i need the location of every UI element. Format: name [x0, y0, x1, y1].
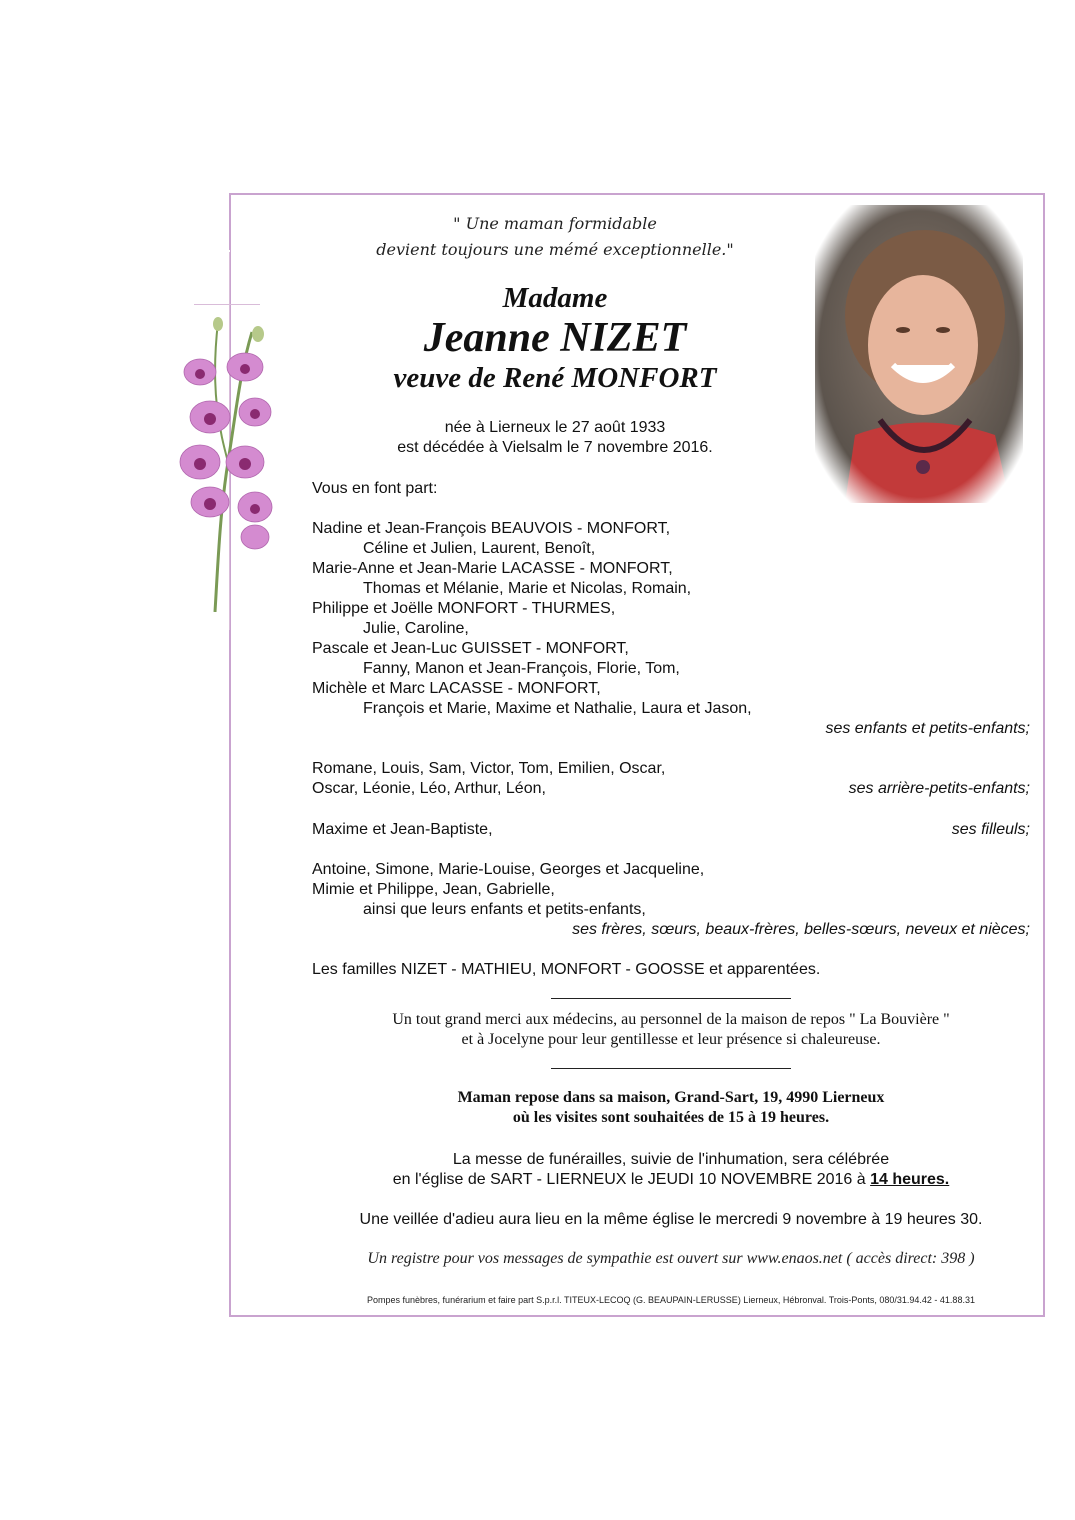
- separator: [551, 998, 791, 999]
- portrait-photo: [815, 205, 1023, 503]
- mass-line-1: La messe de funérailles, suivie de l'inhumation, sera célébrée: [452, 1151, 890, 1168]
- widow-of: veuve de René MONFORT: [393, 362, 717, 394]
- family-line: Philippe et Joëlle MONFORT - THURMES,: [312, 600, 616, 617]
- role-children: ses enfants et petits-enfants;: [825, 720, 1030, 737]
- siblings-line-3: ainsi que leurs enfants et petits-enfants,: [363, 901, 646, 918]
- thanks-line-1: Un tout grand merci aux médecins, au personnel de la maison de repos " La Bouvière ": [392, 1011, 950, 1028]
- families-line: Les familles NIZET - MATHIEU, MONFORT - GOOSSE et apparentées.: [312, 961, 821, 978]
- registry-line: Un registre pour vos messages de sympathie est ouvert sur www.enaos.net ( accès direct: 398 ): [367, 1250, 975, 1267]
- role-godchildren: ses filleuls;: [951, 821, 1030, 838]
- orchid-flower-image: [170, 312, 280, 612]
- separator: [551, 1068, 791, 1069]
- great-grandchildren-line-1: Romane, Louis, Sam, Victor, Tom, Emilien, Oscar,: [312, 760, 666, 777]
- mass-time: 14 heures.: [870, 1171, 950, 1188]
- family-line: Thomas et Mélanie, Marie et Nicolas, Romain,: [363, 580, 692, 597]
- thanks-line-2: et à Jocelyne pour leur gentillesse et leur présence si chaleureuse.: [461, 1031, 881, 1048]
- family-line: Michèle et Marc LACASSE - MONFORT,: [312, 680, 601, 697]
- family-line: Fanny, Manon et Jean-François, Florie, Tom,: [363, 660, 680, 677]
- deceased-name: Jeanne NIZET: [423, 315, 687, 361]
- death-line: est décédée à Vielsalm le 7 novembre 2016.: [397, 439, 713, 456]
- rest-line-2: où les visites sont souhaitées de 15 à 19 heures.: [512, 1109, 830, 1126]
- family-line: Marie-Anne et Jean-Marie LACASSE - MONFORT,: [312, 560, 673, 577]
- godchildren-line: Maxime et Jean-Baptiste,: [312, 821, 493, 838]
- mass-line-2-text: en l'église de SART - LIERNEUX le JEUDI 10 NOVEMBRE 2016 à: [392, 1171, 871, 1188]
- family-line: François et Marie, Maxime et Nathalie, Laura et Jason,: [363, 700, 752, 717]
- intro-line: Vous en font part:: [312, 480, 438, 497]
- birth-line: née à Lierneux le 27 août 1933: [444, 419, 666, 436]
- funeral-home-footer: Pompes funèbres, funérarium et faire part S.p.r.l. TITEUX-LECOQ (G. BEAUPAIN-LERUSSE) Lierneux, Hébronval. Trois-Ponts, 080/31.94.42 - 41.88.31: [367, 1295, 975, 1305]
- quote-line-1: " Une maman formidable: [453, 214, 657, 233]
- honorific: Madame: [502, 282, 608, 314]
- rest-line-1: Maman repose dans sa maison, Grand-Sart, 19, 4990 Lierneux: [457, 1089, 885, 1106]
- siblings-line-1: Antoine, Simone, Marie-Louise, Georges et Jacqueline,: [312, 861, 705, 878]
- great-grandchildren-line-2: Oscar, Léonie, Léo, Arthur, Léon,: [312, 780, 546, 797]
- cross-horizontal-line: [194, 304, 260, 305]
- vigil-line: Une veillée d'adieu aura lieu en la même église le mercredi 9 novembre à 19 heures 30.: [359, 1211, 983, 1228]
- family-line: Julie, Caroline,: [363, 620, 469, 637]
- mass-line-2: [300, 1171, 1042, 1189]
- role-siblings: ses frères, sœurs, beaux-frères, belles-sœurs, neveux et nièces;: [572, 921, 1030, 938]
- family-line: Nadine et Jean-François BEAUVOIS - MONFORT,: [312, 520, 671, 537]
- family-line: Céline et Julien, Laurent, Benoît,: [363, 540, 596, 557]
- role-great-grandchildren: ses arrière-petits-enfants;: [848, 780, 1030, 797]
- family-line: Pascale et Jean-Luc GUISSET - MONFORT,: [312, 640, 629, 657]
- quote-line-2: devient toujours une mémé exceptionnelle.": [376, 240, 734, 259]
- siblings-line-2: Mimie et Philippe, Jean, Gabrielle,: [312, 881, 555, 898]
